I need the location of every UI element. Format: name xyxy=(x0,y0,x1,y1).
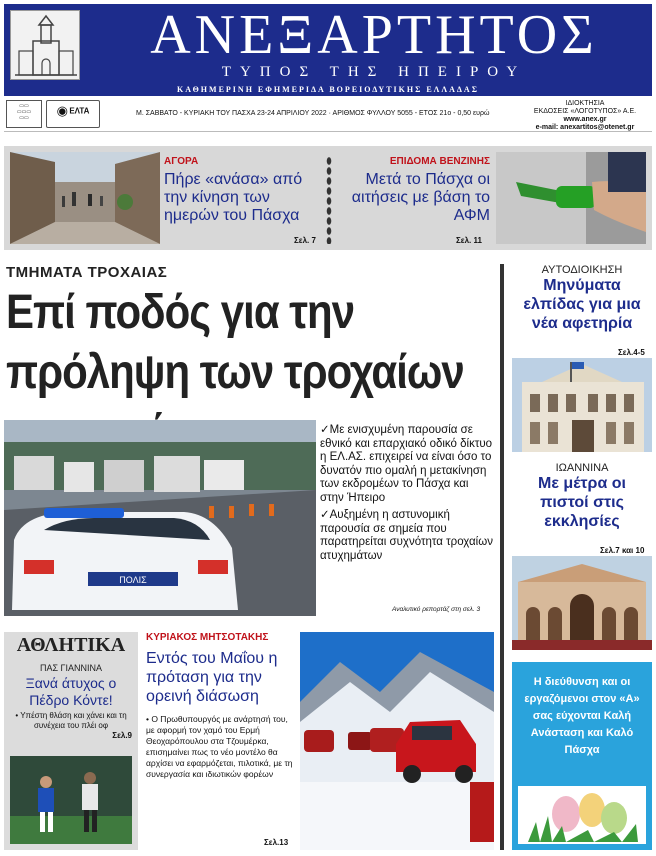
sports-kicker: ΠΑΣ ΓΙΑΝΝΙΝΑ xyxy=(39,663,103,673)
tagline: ΚΑΘΗΜΕΡΙΝΗ ΕΦΗΜΕΡΙΔΑ ΒΟΡΕΙΟΔΥΤΙΚΗΣ ΕΛΛΑΔΑΣ xyxy=(4,84,652,96)
teaser-strip xyxy=(4,146,652,250)
issue-line: Μ. ΣΑΒΒΑΤΟ - ΚΥΡΙΑΚΗ ΤΟΥ ΠΑΣΧΑ 23-24 ΑΠΡΙΛΙΟΥ 2022 · ΑΡΙΘΜΟΣ ΦΥΛΛΟΥ 5055 - ΕΤΟΣ 21ο - 0,50 ευρώ xyxy=(136,110,490,117)
easter-message: Η διεύθυνση και οι εργαζόμενοι στον «Α» σας εύχονται Καλή Ανάσταση και Καλό Πάσχα xyxy=(524,676,640,756)
teaser-kicker: ΑΓΟΡΑ xyxy=(164,156,199,167)
story-kicker: ΙΩΑΝΝΙΝΑ xyxy=(555,462,609,474)
pm-kicker: ΚΥΡΙΑΚΟΣ ΜΗΤΣΟΤΑΚΗΣ xyxy=(146,632,269,643)
column-divider xyxy=(500,264,504,850)
bullet-item: ✓Αυξημένη η αστυνομική παρουσία σε σημεία που παρατηρείται συχνότητα τροχαίων ατυχημάτων xyxy=(320,509,493,562)
report-reference: Αναλυτικό ρεπορτάζ στη σελ. 3 xyxy=(392,606,481,613)
story-churches[interactable] xyxy=(512,462,652,531)
teaser-kicker: ΕΠΙΔΟΜΑ ΒΕΝΖΙΝΗΣ xyxy=(389,156,490,167)
easter-eggs-icon xyxy=(518,786,646,844)
elta-label: ΕΛΤΑ xyxy=(69,106,90,116)
sports-section[interactable] xyxy=(4,632,138,850)
pm-body: • Ο Πρωθυπουργός με ανάρτησή του, με αφορμή τον χαμό του Ερμή Θεοχαρόπουλου στα Τζουμέρκα, επισημαίνει πως το νέο μοντέλο θα αρχίσει να εφαρμόζεται, πιλοτικά, με τη συνεργασία και ιδιωτικών φορέων xyxy=(146,714,293,779)
newspaper-title: ΑΝΕΞΑΡΤΗΤΟΣ xyxy=(150,4,598,66)
teaser-headline: Πήρε «ανάσα» από την κίνηση των ημερών του Πάσχα xyxy=(164,171,303,224)
police-car-photo xyxy=(4,420,316,616)
fuel-pump-photo xyxy=(496,152,646,244)
church-photo xyxy=(512,556,652,650)
elta-logo-icon: ◉ xyxy=(56,103,68,118)
church-logo-icon xyxy=(10,10,80,80)
sports-headline: Ξανά άτυχος ο Πέδρο Κόντε! xyxy=(25,675,117,708)
postage-badge-icon: ▭▭ ▭▭▭ ▭▭ xyxy=(6,100,42,128)
main-headline[interactable]: Επί ποδός για την πρόληψη των τροχαίων xyxy=(6,284,464,399)
email-link[interactable]: e-mail: anexartitos@otenet.gr xyxy=(535,124,635,131)
sports-page: Σελ.9 xyxy=(112,731,132,740)
sports-heading: ΑΘΛΗΤΙΚΑ xyxy=(16,634,126,656)
website-link[interactable]: www.anex.gr xyxy=(563,116,607,123)
snowy-mountain-photo xyxy=(300,632,494,850)
story-kicker: ΑΥΤΟΔΙΟΙΚΗΣΗ xyxy=(541,264,623,276)
main-bullets xyxy=(320,424,494,567)
newspaper-subtitle: ΤΥΠΟΣ ΤΗΣ ΗΠΕΙΡΟΥ xyxy=(221,64,527,80)
teaser-page: Σελ. 11 xyxy=(456,236,482,245)
story-local-government[interactable] xyxy=(512,264,652,333)
pm-page: Σελ.13 xyxy=(264,838,289,847)
football-players-photo xyxy=(10,756,132,844)
street-market-photo xyxy=(10,152,160,244)
owner-label: ΙΔΙΟΚΤΗΣΙΑ xyxy=(565,100,605,107)
dotted-divider xyxy=(326,156,332,244)
owner-name: ΕΚΔΟΣΕΙΣ «ΛΟΓΟΤΥΠΟΣ» Α.Ε. xyxy=(533,108,637,115)
story-page: Σελ.4-5 xyxy=(618,348,645,357)
main-kicker: ΤΜΗΜΑΤΑ ΤΡΟΧΑΙΑΣ xyxy=(6,264,168,281)
story-headline: Μηνύματα ελπίδας για μια νέα αφετηρία xyxy=(523,277,641,332)
government-building-photo xyxy=(512,358,652,452)
police-text: ΠΟΛΙΣ xyxy=(119,575,147,585)
sports-body: • Υπέστη θλάση και χάνει και τη συνέχεια του πλέι οφ xyxy=(15,711,127,730)
elta-badge xyxy=(46,100,100,128)
teaser-page: Σελ. 7 xyxy=(294,236,316,245)
story-headline: Με μέτρα οι πιστοί στις εκκλησίες xyxy=(538,475,626,530)
teaser-headline: Μετά το Πάσχα οι αιτήσεις με βάση το ΑΦΜ xyxy=(351,171,490,224)
teaser-market[interactable] xyxy=(164,156,314,225)
bullet-item: ✓Με ενισχυμένη παρουσία σε εθνικό και επαρχιακό οδικό δίκτυο η ΕΛ.ΑΣ. επιχειρεί να είναι όσο το δυνατόν πιο ομαλή η μετακίνηση των εκδρομέων το Πάσχα και στην Ήπειρο xyxy=(320,424,493,504)
ownership-block xyxy=(526,100,644,132)
issue-info-strip xyxy=(4,98,652,132)
story-page: Σελ.7 και 10 xyxy=(600,546,645,555)
easter-greeting xyxy=(512,662,652,850)
teaser-fuel[interactable] xyxy=(344,156,490,225)
story-mountain-rescue[interactable] xyxy=(146,632,296,780)
masthead xyxy=(4,4,652,90)
pm-headline: Εντός του Μαΐου η πρόταση για την ορεινή διάσωση xyxy=(146,650,278,705)
